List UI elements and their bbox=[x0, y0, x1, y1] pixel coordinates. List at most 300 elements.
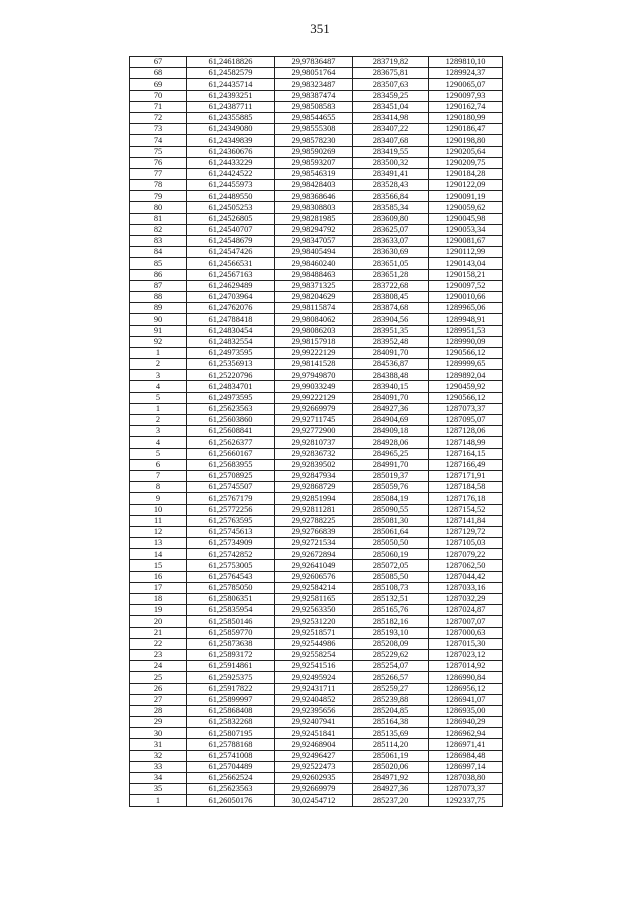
longitude-cell: 29,98578230 bbox=[275, 135, 353, 146]
table-row bbox=[130, 717, 503, 728]
x-coordinate-cell: 285132,51 bbox=[353, 594, 429, 605]
y-coordinate-cell: 1286962,94 bbox=[429, 728, 503, 739]
longitude-cell: 29,98347057 bbox=[275, 236, 353, 247]
latitude-cell: 61,24547426 bbox=[187, 247, 275, 258]
table-row bbox=[130, 157, 503, 168]
longitude-cell: 29,99222129 bbox=[275, 347, 353, 358]
point-number-cell: 4 bbox=[130, 437, 187, 448]
point-number-cell: 1 bbox=[130, 795, 187, 806]
y-coordinate-cell: 1286940,29 bbox=[429, 717, 503, 728]
longitude-cell: 29,98405494 bbox=[275, 247, 353, 258]
longitude-cell: 29,92836732 bbox=[275, 448, 353, 459]
x-coordinate-cell: 285204,85 bbox=[353, 705, 429, 716]
longitude-cell: 29,98294792 bbox=[275, 224, 353, 235]
x-coordinate-cell: 285239,88 bbox=[353, 694, 429, 705]
point-number-cell: 25 bbox=[130, 672, 187, 683]
latitude-cell: 61,24435714 bbox=[187, 79, 275, 90]
longitude-cell: 29,98593207 bbox=[275, 157, 353, 168]
y-coordinate-cell: 1287015,30 bbox=[429, 638, 503, 649]
table-row bbox=[130, 269, 503, 280]
latitude-cell: 61,25662524 bbox=[187, 773, 275, 784]
y-coordinate-cell: 1286984,48 bbox=[429, 750, 503, 761]
latitude-cell: 61,24567163 bbox=[187, 269, 275, 280]
longitude-cell: 29,92407941 bbox=[275, 717, 353, 728]
y-coordinate-cell: 1290162,74 bbox=[429, 101, 503, 112]
table-row bbox=[130, 538, 503, 549]
latitude-cell: 61,25603860 bbox=[187, 415, 275, 426]
y-coordinate-cell: 1290459,92 bbox=[429, 381, 503, 392]
longitude-cell: 29,92563350 bbox=[275, 605, 353, 616]
x-coordinate-cell: 283500,32 bbox=[353, 157, 429, 168]
point-number-cell: 72 bbox=[130, 112, 187, 123]
x-coordinate-cell: 283451,04 bbox=[353, 101, 429, 112]
latitude-cell: 61,24540707 bbox=[187, 224, 275, 235]
table-row bbox=[130, 638, 503, 649]
y-coordinate-cell: 1290065,07 bbox=[429, 79, 503, 90]
longitude-cell: 29,92851994 bbox=[275, 493, 353, 504]
x-coordinate-cell: 283630,69 bbox=[353, 247, 429, 258]
longitude-cell: 29,98371325 bbox=[275, 280, 353, 291]
table-row bbox=[130, 280, 503, 291]
latitude-cell: 61,25660167 bbox=[187, 448, 275, 459]
x-coordinate-cell: 284091,70 bbox=[353, 347, 429, 358]
table-row bbox=[130, 549, 503, 560]
x-coordinate-cell: 283675,81 bbox=[353, 68, 429, 79]
longitude-cell: 29,98546319 bbox=[275, 168, 353, 179]
point-number-cell: 30 bbox=[130, 728, 187, 739]
y-coordinate-cell: 1287171,91 bbox=[429, 470, 503, 481]
table-row bbox=[130, 448, 503, 459]
x-coordinate-cell: 283625,07 bbox=[353, 224, 429, 235]
table-row bbox=[130, 437, 503, 448]
latitude-cell: 61,24455973 bbox=[187, 180, 275, 191]
point-number-cell: 3 bbox=[130, 370, 187, 381]
longitude-cell: 29,92495924 bbox=[275, 672, 353, 683]
point-number-cell: 29 bbox=[130, 717, 187, 728]
point-number-cell: 26 bbox=[130, 683, 187, 694]
point-number-cell: 86 bbox=[130, 269, 187, 280]
longitude-cell: 29,92810737 bbox=[275, 437, 353, 448]
y-coordinate-cell: 1290091,19 bbox=[429, 191, 503, 202]
longitude-cell: 29,98590269 bbox=[275, 146, 353, 157]
longitude-cell: 29,98555308 bbox=[275, 124, 353, 135]
x-coordinate-cell: 283407,22 bbox=[353, 124, 429, 135]
latitude-cell: 61,25745507 bbox=[187, 482, 275, 493]
x-coordinate-cell: 285090,55 bbox=[353, 504, 429, 515]
x-coordinate-cell: 285182,16 bbox=[353, 616, 429, 627]
latitude-cell: 61,25785050 bbox=[187, 582, 275, 593]
point-number-cell: 17 bbox=[130, 582, 187, 593]
point-number-cell: 23 bbox=[130, 649, 187, 660]
latitude-cell: 61,25772256 bbox=[187, 504, 275, 515]
x-coordinate-cell: 285193,10 bbox=[353, 627, 429, 638]
x-coordinate-cell: 283459,25 bbox=[353, 90, 429, 101]
y-coordinate-cell: 1290205,64 bbox=[429, 146, 503, 157]
longitude-cell: 29,92721534 bbox=[275, 538, 353, 549]
longitude-cell: 29,92672894 bbox=[275, 549, 353, 560]
y-coordinate-cell: 1290143,04 bbox=[429, 258, 503, 269]
longitude-cell: 29,98141528 bbox=[275, 359, 353, 370]
point-number-cell: 1 bbox=[130, 347, 187, 358]
longitude-cell: 29,98368646 bbox=[275, 191, 353, 202]
point-number-cell: 84 bbox=[130, 247, 187, 258]
x-coordinate-cell: 284991,70 bbox=[353, 459, 429, 470]
longitude-cell: 29,98488463 bbox=[275, 269, 353, 280]
x-coordinate-cell: 285229,62 bbox=[353, 649, 429, 660]
table-row bbox=[130, 605, 503, 616]
point-number-cell: 2 bbox=[130, 359, 187, 370]
table-row bbox=[130, 336, 503, 347]
y-coordinate-cell: 1287038,80 bbox=[429, 773, 503, 784]
y-coordinate-cell: 1290198,80 bbox=[429, 135, 503, 146]
table-row bbox=[130, 672, 503, 683]
table-row bbox=[130, 392, 503, 403]
longitude-cell: 29,98544655 bbox=[275, 112, 353, 123]
longitude-cell: 29,92766839 bbox=[275, 526, 353, 537]
x-coordinate-cell: 284927,36 bbox=[353, 403, 429, 414]
latitude-cell: 61,25893172 bbox=[187, 649, 275, 660]
latitude-cell: 61,25608841 bbox=[187, 426, 275, 437]
longitude-cell: 29,98323487 bbox=[275, 79, 353, 90]
latitude-cell: 61,24830454 bbox=[187, 325, 275, 336]
point-number-cell: 7 bbox=[130, 470, 187, 481]
table-row bbox=[130, 694, 503, 705]
table-row bbox=[130, 68, 503, 79]
point-number-cell: 2 bbox=[130, 415, 187, 426]
latitude-cell: 61,24355885 bbox=[187, 112, 275, 123]
table-row bbox=[130, 415, 503, 426]
y-coordinate-cell: 1290122,09 bbox=[429, 180, 503, 191]
x-coordinate-cell: 283874,68 bbox=[353, 303, 429, 314]
latitude-cell: 61,24349080 bbox=[187, 124, 275, 135]
longitude-cell: 29,92518571 bbox=[275, 627, 353, 638]
y-coordinate-cell: 1287166,49 bbox=[429, 459, 503, 470]
point-number-cell: 88 bbox=[130, 291, 187, 302]
latitude-cell: 61,25683955 bbox=[187, 459, 275, 470]
point-number-cell: 81 bbox=[130, 213, 187, 224]
point-number-cell: 85 bbox=[130, 258, 187, 269]
point-number-cell: 90 bbox=[130, 314, 187, 325]
table-row bbox=[130, 459, 503, 470]
table-row bbox=[130, 124, 503, 135]
latitude-cell: 61,25356913 bbox=[187, 359, 275, 370]
latitude-cell: 61,24834701 bbox=[187, 381, 275, 392]
longitude-cell: 29,92541516 bbox=[275, 661, 353, 672]
table-row bbox=[130, 224, 503, 235]
table-row bbox=[130, 470, 503, 481]
table-row bbox=[130, 627, 503, 638]
table-row bbox=[130, 79, 503, 90]
y-coordinate-cell: 1287044,42 bbox=[429, 571, 503, 582]
latitude-cell: 61,25741008 bbox=[187, 750, 275, 761]
y-coordinate-cell: 1287024,87 bbox=[429, 605, 503, 616]
point-number-cell: 18 bbox=[130, 594, 187, 605]
latitude-cell: 61,25899997 bbox=[187, 694, 275, 705]
point-number-cell: 79 bbox=[130, 191, 187, 202]
longitude-cell: 29,92669979 bbox=[275, 403, 353, 414]
point-number-cell: 12 bbox=[130, 526, 187, 537]
longitude-cell: 29,98387474 bbox=[275, 90, 353, 101]
x-coordinate-cell: 284904,69 bbox=[353, 415, 429, 426]
point-number-cell: 87 bbox=[130, 280, 187, 291]
y-coordinate-cell: 1290081,67 bbox=[429, 236, 503, 247]
page-number: 351 bbox=[310, 21, 330, 36]
x-coordinate-cell: 285020,06 bbox=[353, 761, 429, 772]
coordinates-table-body bbox=[130, 57, 503, 807]
y-coordinate-cell: 1287073,37 bbox=[429, 784, 503, 795]
y-coordinate-cell: 1290097,93 bbox=[429, 90, 503, 101]
y-coordinate-cell: 1290180,99 bbox=[429, 112, 503, 123]
latitude-cell: 61,25832268 bbox=[187, 717, 275, 728]
point-number-cell: 15 bbox=[130, 560, 187, 571]
table-row bbox=[130, 135, 503, 146]
x-coordinate-cell: 285108,73 bbox=[353, 582, 429, 593]
table-row bbox=[130, 560, 503, 571]
x-coordinate-cell: 285060,19 bbox=[353, 549, 429, 560]
latitude-cell: 61,25623563 bbox=[187, 784, 275, 795]
longitude-cell: 29,98084062 bbox=[275, 314, 353, 325]
point-number-cell: 89 bbox=[130, 303, 187, 314]
x-coordinate-cell: 283414,98 bbox=[353, 112, 429, 123]
x-coordinate-cell: 284091,70 bbox=[353, 392, 429, 403]
y-coordinate-cell: 1290059,62 bbox=[429, 202, 503, 213]
table-row bbox=[130, 213, 503, 224]
latitude-cell: 61,24489550 bbox=[187, 191, 275, 202]
longitude-cell: 29,98086203 bbox=[275, 325, 353, 336]
table-row bbox=[130, 504, 503, 515]
x-coordinate-cell: 283633,07 bbox=[353, 236, 429, 247]
point-number-cell: 82 bbox=[130, 224, 187, 235]
latitude-cell: 61,24526805 bbox=[187, 213, 275, 224]
point-number-cell: 91 bbox=[130, 325, 187, 336]
point-number-cell: 32 bbox=[130, 750, 187, 761]
longitude-cell: 29,92602935 bbox=[275, 773, 353, 784]
latitude-cell: 61,24505253 bbox=[187, 202, 275, 213]
longitude-cell: 29,92606576 bbox=[275, 571, 353, 582]
point-number-cell: 5 bbox=[130, 392, 187, 403]
y-coordinate-cell: 1289990,09 bbox=[429, 336, 503, 347]
longitude-cell: 29,98204629 bbox=[275, 291, 353, 302]
x-coordinate-cell: 283651,05 bbox=[353, 258, 429, 269]
x-coordinate-cell: 283419,55 bbox=[353, 146, 429, 157]
longitude-cell: 29,92468904 bbox=[275, 739, 353, 750]
coordinates-table bbox=[129, 56, 503, 807]
point-number-cell: 75 bbox=[130, 146, 187, 157]
latitude-cell: 61,25873638 bbox=[187, 638, 275, 649]
latitude-cell: 61,26050176 bbox=[187, 795, 275, 806]
latitude-cell: 61,25734909 bbox=[187, 538, 275, 549]
longitude-cell: 29,98115874 bbox=[275, 303, 353, 314]
y-coordinate-cell: 1286956,12 bbox=[429, 683, 503, 694]
longitude-cell: 29,92404852 bbox=[275, 694, 353, 705]
point-number-cell: 78 bbox=[130, 180, 187, 191]
longitude-cell: 30,02454712 bbox=[275, 795, 353, 806]
point-number-cell: 73 bbox=[130, 124, 187, 135]
longitude-cell: 29,99222129 bbox=[275, 392, 353, 403]
latitude-cell: 61,25763595 bbox=[187, 515, 275, 526]
table-row bbox=[130, 403, 503, 414]
latitude-cell: 61,24566531 bbox=[187, 258, 275, 269]
table-row bbox=[130, 773, 503, 784]
table-row bbox=[130, 359, 503, 370]
table-row bbox=[130, 57, 503, 68]
x-coordinate-cell: 285072,05 bbox=[353, 560, 429, 571]
table-row bbox=[130, 180, 503, 191]
longitude-cell: 29,92544986 bbox=[275, 638, 353, 649]
longitude-cell: 29,92584214 bbox=[275, 582, 353, 593]
longitude-cell: 29,98460240 bbox=[275, 258, 353, 269]
longitude-cell: 29,92641049 bbox=[275, 560, 353, 571]
x-coordinate-cell: 285084,19 bbox=[353, 493, 429, 504]
table-row bbox=[130, 482, 503, 493]
y-coordinate-cell: 1290566,12 bbox=[429, 392, 503, 403]
x-coordinate-cell: 285259,27 bbox=[353, 683, 429, 694]
y-coordinate-cell: 1290045,98 bbox=[429, 213, 503, 224]
point-number-cell: 3 bbox=[130, 426, 187, 437]
latitude-cell: 61,25220796 bbox=[187, 370, 275, 381]
x-coordinate-cell: 285164,38 bbox=[353, 717, 429, 728]
point-number-cell: 24 bbox=[130, 661, 187, 672]
y-coordinate-cell: 1286971,41 bbox=[429, 739, 503, 750]
point-number-cell: 22 bbox=[130, 638, 187, 649]
longitude-cell: 29,92811281 bbox=[275, 504, 353, 515]
x-coordinate-cell: 283585,34 bbox=[353, 202, 429, 213]
x-coordinate-cell: 283651,28 bbox=[353, 269, 429, 280]
table-row bbox=[130, 705, 503, 716]
y-coordinate-cell: 1287184,58 bbox=[429, 482, 503, 493]
point-number-cell: 27 bbox=[130, 694, 187, 705]
x-coordinate-cell: 285061,64 bbox=[353, 526, 429, 537]
y-coordinate-cell: 1287105,03 bbox=[429, 538, 503, 549]
x-coordinate-cell: 285114,20 bbox=[353, 739, 429, 750]
y-coordinate-cell: 1290010,66 bbox=[429, 291, 503, 302]
point-number-cell: 31 bbox=[130, 739, 187, 750]
latitude-cell: 61,25850146 bbox=[187, 616, 275, 627]
y-coordinate-cell: 1287073,37 bbox=[429, 403, 503, 414]
table-row bbox=[130, 571, 503, 582]
table-row bbox=[130, 325, 503, 336]
y-coordinate-cell: 1287095,07 bbox=[429, 415, 503, 426]
x-coordinate-cell: 285237,20 bbox=[353, 795, 429, 806]
longitude-cell: 29,97836487 bbox=[275, 57, 353, 68]
longitude-cell: 29,92558254 bbox=[275, 649, 353, 660]
latitude-cell: 61,25753005 bbox=[187, 560, 275, 571]
longitude-cell: 29,92868729 bbox=[275, 482, 353, 493]
point-number-cell: 8 bbox=[130, 482, 187, 493]
longitude-cell: 29,98281985 bbox=[275, 213, 353, 224]
x-coordinate-cell: 283952,48 bbox=[353, 336, 429, 347]
latitude-cell: 61,24349839 bbox=[187, 135, 275, 146]
longitude-cell: 29,92711745 bbox=[275, 415, 353, 426]
point-number-cell: 77 bbox=[130, 168, 187, 179]
table-row bbox=[130, 784, 503, 795]
latitude-cell: 61,25868408 bbox=[187, 705, 275, 716]
point-number-cell: 70 bbox=[130, 90, 187, 101]
point-number-cell: 21 bbox=[130, 627, 187, 638]
table-row bbox=[130, 370, 503, 381]
point-number-cell: 6 bbox=[130, 459, 187, 470]
y-coordinate-cell: 1287007,07 bbox=[429, 616, 503, 627]
x-coordinate-cell: 285050,50 bbox=[353, 538, 429, 549]
longitude-cell: 29,98157918 bbox=[275, 336, 353, 347]
latitude-cell: 61,24618826 bbox=[187, 57, 275, 68]
y-coordinate-cell: 1287148,99 bbox=[429, 437, 503, 448]
latitude-cell: 61,24762076 bbox=[187, 303, 275, 314]
y-coordinate-cell: 1289892,04 bbox=[429, 370, 503, 381]
x-coordinate-cell: 283808,45 bbox=[353, 291, 429, 302]
longitude-cell: 29,92431711 bbox=[275, 683, 353, 694]
table-row bbox=[130, 795, 503, 806]
longitude-cell: 29,92496427 bbox=[275, 750, 353, 761]
x-coordinate-cell: 284388,48 bbox=[353, 370, 429, 381]
latitude-cell: 61,24832554 bbox=[187, 336, 275, 347]
y-coordinate-cell: 1292337,75 bbox=[429, 795, 503, 806]
latitude-cell: 61,24424522 bbox=[187, 168, 275, 179]
point-number-cell: 11 bbox=[130, 515, 187, 526]
latitude-cell: 61,25917822 bbox=[187, 683, 275, 694]
table-row bbox=[130, 616, 503, 627]
latitude-cell: 61,25806351 bbox=[187, 594, 275, 605]
longitude-cell: 29,98308803 bbox=[275, 202, 353, 213]
table-row bbox=[130, 493, 503, 504]
latitude-cell: 61,25807195 bbox=[187, 728, 275, 739]
y-coordinate-cell: 1287128,06 bbox=[429, 426, 503, 437]
longitude-cell: 29,98508583 bbox=[275, 101, 353, 112]
y-coordinate-cell: 1286935,00 bbox=[429, 705, 503, 716]
y-coordinate-cell: 1289965,06 bbox=[429, 303, 503, 314]
latitude-cell: 61,24703964 bbox=[187, 291, 275, 302]
x-coordinate-cell: 285019,37 bbox=[353, 470, 429, 481]
longitude-cell: 29,99033249 bbox=[275, 381, 353, 392]
x-coordinate-cell: 283609,80 bbox=[353, 213, 429, 224]
point-number-cell: 10 bbox=[130, 504, 187, 515]
y-coordinate-cell: 1289951,53 bbox=[429, 325, 503, 336]
y-coordinate-cell: 1286997,14 bbox=[429, 761, 503, 772]
table-row bbox=[130, 168, 503, 179]
y-coordinate-cell: 1287014,92 bbox=[429, 661, 503, 672]
y-coordinate-cell: 1286990,84 bbox=[429, 672, 503, 683]
x-coordinate-cell: 283491,41 bbox=[353, 168, 429, 179]
point-number-cell: 69 bbox=[130, 79, 187, 90]
table-row bbox=[130, 236, 503, 247]
longitude-cell: 29,92847934 bbox=[275, 470, 353, 481]
point-number-cell: 80 bbox=[130, 202, 187, 213]
table-row bbox=[130, 112, 503, 123]
latitude-cell: 61,24387711 bbox=[187, 101, 275, 112]
point-number-cell: 28 bbox=[130, 705, 187, 716]
longitude-cell: 29,92581165 bbox=[275, 594, 353, 605]
y-coordinate-cell: 1290158,21 bbox=[429, 269, 503, 280]
longitude-cell: 29,92669979 bbox=[275, 784, 353, 795]
x-coordinate-cell: 285059,76 bbox=[353, 482, 429, 493]
y-coordinate-cell: 1287176,18 bbox=[429, 493, 503, 504]
table-row bbox=[130, 347, 503, 358]
table-row bbox=[130, 649, 503, 660]
longitude-cell: 29,92451841 bbox=[275, 728, 353, 739]
point-number-cell: 19 bbox=[130, 605, 187, 616]
y-coordinate-cell: 1287033,16 bbox=[429, 582, 503, 593]
longitude-cell: 29,98051764 bbox=[275, 68, 353, 79]
x-coordinate-cell: 283940,15 bbox=[353, 381, 429, 392]
latitude-cell: 61,25704489 bbox=[187, 761, 275, 772]
table-row bbox=[130, 314, 503, 325]
latitude-cell: 61,24393251 bbox=[187, 90, 275, 101]
x-coordinate-cell: 285165,76 bbox=[353, 605, 429, 616]
table-row bbox=[130, 291, 503, 302]
longitude-cell: 29,97949870 bbox=[275, 370, 353, 381]
y-coordinate-cell: 1287154,52 bbox=[429, 504, 503, 515]
x-coordinate-cell: 283407,68 bbox=[353, 135, 429, 146]
